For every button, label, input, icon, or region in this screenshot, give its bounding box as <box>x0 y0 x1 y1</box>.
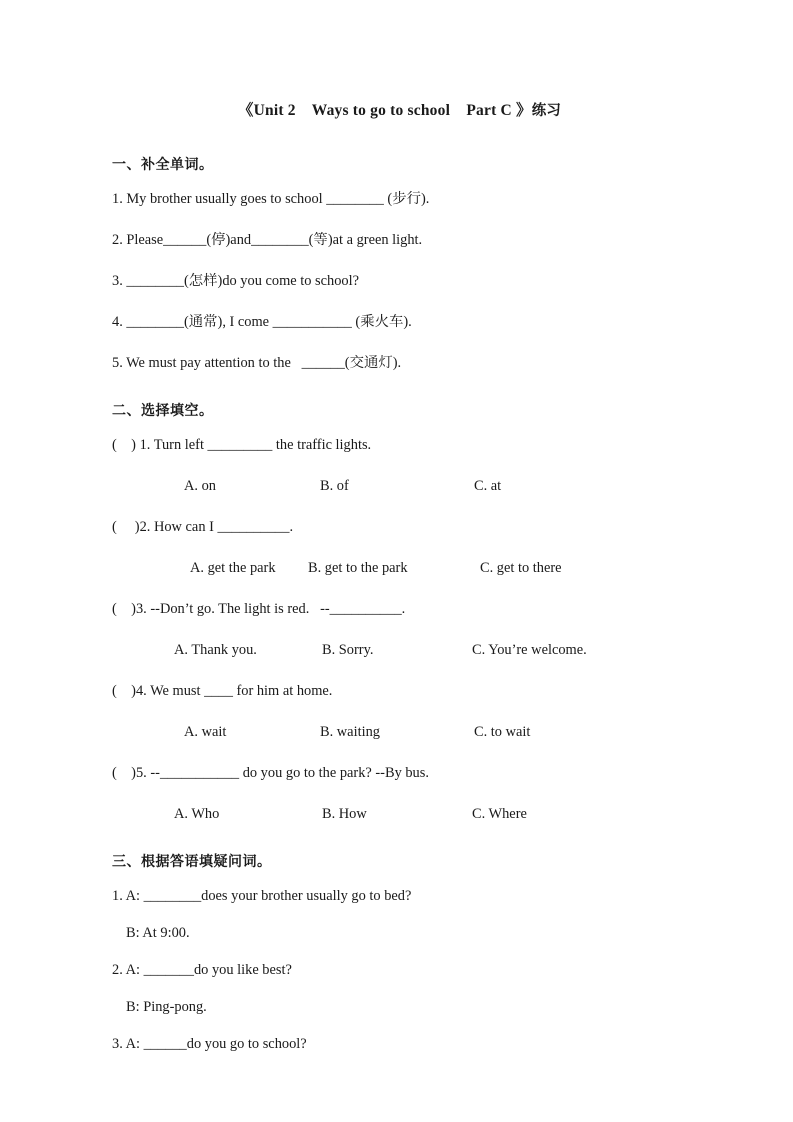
option-a[interactable]: A. get the park <box>190 560 276 576</box>
fill-item-5: 5. We must pay attention to the ______(交通灯). <box>112 355 402 371</box>
choice-question-1-stem: ( ) 1. Turn left _________ the traffic lights. <box>112 437 372 453</box>
document-body <box>112 98 687 1071</box>
option-a[interactable]: A. Who <box>174 806 220 822</box>
qa-pair-3-question: 3. A: ______do you go to school? <box>112 1036 307 1052</box>
section-heading-2: 二、选择填空。 <box>112 403 214 419</box>
choice-question-3-stem: ( )3. --Don’t go. The light is red. --__________. <box>112 601 406 617</box>
option-b[interactable]: B. waiting <box>320 724 380 740</box>
section-heading-3: 三、根据答语填疑问词。 <box>112 854 272 870</box>
option-c[interactable]: C. to wait <box>474 724 531 740</box>
fill-item-1: 1. My brother usually goes to school ________ (步行). <box>112 191 430 207</box>
option-c[interactable]: C. Where <box>472 806 527 822</box>
section-heading-1: 一、补全单词。 <box>112 157 214 173</box>
qa-pair-2-question: 2. A: _______do you like best? <box>112 962 292 978</box>
option-b[interactable]: B. of <box>320 478 349 494</box>
option-c[interactable]: C. You’re welcome. <box>472 642 587 658</box>
qa-pair-2-answer: B: Ping-pong. <box>126 999 207 1015</box>
option-c[interactable]: C. get to there <box>480 560 562 576</box>
choice-question-4-stem: ( )4. We must ____ for him at home. <box>112 683 333 699</box>
page-title <box>112 98 687 120</box>
option-c[interactable]: C. at <box>474 478 502 494</box>
choice-question-2-options <box>112 558 687 599</box>
page-title-english: 《Unit 2 Ways to go to school Part C 》 <box>237 102 532 119</box>
option-b[interactable]: B. Sorry. <box>322 642 374 658</box>
fill-item-2: 2. Please______(停)and________(等)at a green light. <box>112 232 423 248</box>
choice-question-5-stem: ( )5. --___________ do you go to the park? --By bus. <box>112 765 429 781</box>
choice-question-1-options <box>112 476 687 517</box>
option-a[interactable]: A. on <box>184 478 216 494</box>
option-a[interactable]: A. Thank you. <box>174 642 257 658</box>
option-a[interactable]: A. wait <box>184 724 227 740</box>
choice-question-5-options <box>112 804 687 845</box>
option-b[interactable]: B. How <box>322 806 367 822</box>
qa-pair-1-answer: B: At 9:00. <box>126 925 190 941</box>
fill-item-3: 3. ________(怎样)do you come to school? <box>112 273 360 289</box>
fill-item-4: 4. ________(通常), I come ___________ (乘火车). <box>112 314 412 330</box>
option-b[interactable]: B. get to the park <box>308 560 408 576</box>
choice-question-3-options <box>112 640 687 681</box>
qa-pair-1-question: 1. A: ________does your brother usually go to bed? <box>112 888 412 904</box>
choice-question-2-stem: ( )2. How can I __________. <box>112 519 294 535</box>
choice-question-4-options <box>112 722 687 763</box>
page-title-chinese: 练习 <box>531 103 562 119</box>
